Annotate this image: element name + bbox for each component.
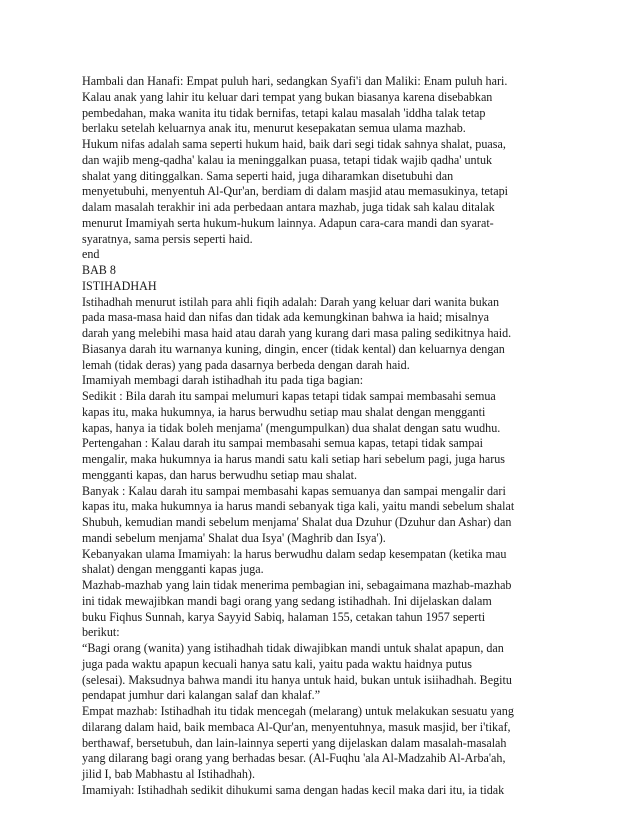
- text-line: pada masa-masa haid dan nifas dan tidak ada kemungkinan bahwa ia haid; misalnya: [82, 310, 490, 325]
- text-line: menyetubuhi, menyentuh Al-Qur'an, berdiam di dalam masjid atau memasukinya, tetapi: [82, 184, 509, 199]
- text-line: Biasanya darah itu warnanya kuning, dingin, encer (tidak kental) dan keluarnya dengan: [82, 341, 505, 356]
- text-line: berthawaf, bersetubuh, dan lain-lainnya seperti yang dijelaskan dalam masalah-masalah: [82, 735, 507, 750]
- text-line: syaratnya, sama persis seperti haid.: [82, 231, 253, 246]
- text-line: Istihadhah menurut istilah para ahli fiqih adalah: Darah yang keluar dari wanita bukan: [82, 294, 500, 309]
- text-line: dalam masalah terakhir ini ada perbedaan antara mazhab, juga tidak sah kalau ditalak: [82, 200, 495, 214]
- quote-line: pendapat jumhur dari kalangan salaf dan khalaf.”: [82, 688, 321, 703]
- text-line: Hukum nifas adalah sama seperti hukum haid, baik dari segi tidak sahnya shalat, puasa,: [82, 137, 506, 151]
- text-line: Imamiyah: Istihadhah sedikit dihukumi sama dengan hadas kecil maka dari itu, ia tidak: [82, 782, 505, 797]
- chapter-number: BAB 8: [82, 263, 116, 277]
- text-line: darah yang melebihi masa haid atau darah yang kurang dari masa paling sedikitnya haid.: [82, 326, 512, 340]
- quote-line: (selesai). Maksudnya bahwa mandi itu hanya untuk haid, bukan untuk isiihadhah. Begitu: [82, 672, 512, 687]
- text-line: Shubuh, kemudian mandi sebelum menjama' Shalat dua Dzuhur (Dzuhur dan Ashar) dan: [82, 515, 512, 529]
- text-line: shalat yang ditinggalkan. Sama seperti haid, juga diharamkan disetubuhi dan: [82, 168, 454, 183]
- text-line: lemah (tidak deras) yang pada dasarnya berbeda dengan darah haid.: [82, 357, 410, 372]
- text-line: Kebanyakan ulama Imamiyah: la harus berwudhu dalam sedap kesempatan (ketika mau: [82, 546, 507, 561]
- text-line: dan wajib meng-qadha' kalau ia meninggalkan puasa, tetapi tidak wajib qadha' untuk: [82, 152, 493, 167]
- text-line: kapas, hanya ia tidak boleh menjama' (mengumpulkan) dua shalat dengan satu wudhu.: [82, 420, 501, 435]
- text-line: berikut:: [82, 625, 120, 640]
- chapter-title: ISTIHADHAH: [82, 278, 157, 293]
- text-line: Mazhab-mazhab yang lain tidak menerima pembagian ini, sebagaimana mazhab-mazhab: [82, 578, 512, 592]
- text-line: mengalir, maka hukumnya ia harus mandi satu kali setiap hari sebelum pagi, juga harus: [82, 452, 506, 466]
- text-line: mengganti kapas, dan harus berwudhu setiap mau shalat.: [82, 467, 358, 482]
- text-line: Pertengahan : Kalau darah itu sampai membasahi semua kapas, tetapi tidak sampai: [82, 436, 483, 451]
- text-line: ini tidak mewajibkan mandi bagi orang yang sedang istihadhah. Ini dijelaskan dalam: [82, 593, 492, 608]
- text-line: kapas itu, maka hukumnya ia harus mandi sebanyak tiga kali, yaitu mandi sebelum shalat: [82, 499, 515, 514]
- quote-line: juga pada waktu apapun kecuali hanya satu kali, yaitu pada waktu haidnya putus: [82, 656, 472, 671]
- text-line: buku Fiqhus Sunnah, karya Sayyid Sabiq, halaman 155, cetakan tahun 1957 seperti: [82, 609, 486, 624]
- document-page: [82, 74, 560, 799]
- text-line: shalat) dengan mengganti kapas juga.: [82, 562, 264, 577]
- text-line: berlaku setelah keluarnya anak itu, menurut kesepakatan semua ulama mazhab.: [82, 121, 466, 136]
- quote-line: “Bagi orang (wanita) yang istihadhah tidak diwajibkan mandi untuk shalat apapun, dan: [82, 641, 504, 655]
- text-line: mandi sebelum menjama' Shalat dua Isya' (Maghrib dan Isya').: [82, 530, 386, 545]
- text-line: jilid I, bab Mabhastu al Istihadhah).: [82, 767, 255, 781]
- text-line: pembedahan, maka wanita itu tidak bernifas, tetapi kalau masalah 'iddha talak tetap: [82, 105, 486, 120]
- text-line: Imamiyah membagi darah istihadhah itu pada tiga bagian:: [82, 373, 364, 388]
- text-line: Banyak : Kalau darah itu sampai membasahi kapas semuanya dan sampai mengalir dari: [82, 483, 506, 498]
- text-line: yang dilarang bagi orang yang berhadas besar. (Al-Fuqhu 'ala Al-Madzahib Al-Arba'ah,: [82, 751, 506, 766]
- text-line: kapas itu, maka hukumnya, ia harus berwudhu setiap mau shalat dengan mengganti: [82, 404, 486, 419]
- text-line: Kalau anak yang lahir itu keluar dari tempat yang bukan biasanya karena disebabkan: [82, 89, 493, 104]
- text-line: Empat mazhab: Istihadhah itu tidak mencegah (melarang) untuk melakukan sesuatu yang: [82, 704, 514, 718]
- text-line: Sedikit : Bila darah itu sampai melumuri kapas tetapi tidak sampai membasahi semua: [82, 389, 496, 403]
- text-line: Hambali dan Hanafi: Empat puluh hari, sedangkan Syafi'i dan Maliki: Enam puluh hari.: [82, 74, 508, 88]
- end-marker: end: [82, 247, 100, 262]
- text-line: dilarang dalam haid, baik membaca Al-Qur'an, menyentuhnya, masuk masjid, ber i'tikaf,: [82, 719, 511, 734]
- text-line: menurut Imamiyah serta hukum-hukum lainnya. Adapun cara-cara mandi dan syarat-: [82, 215, 494, 230]
